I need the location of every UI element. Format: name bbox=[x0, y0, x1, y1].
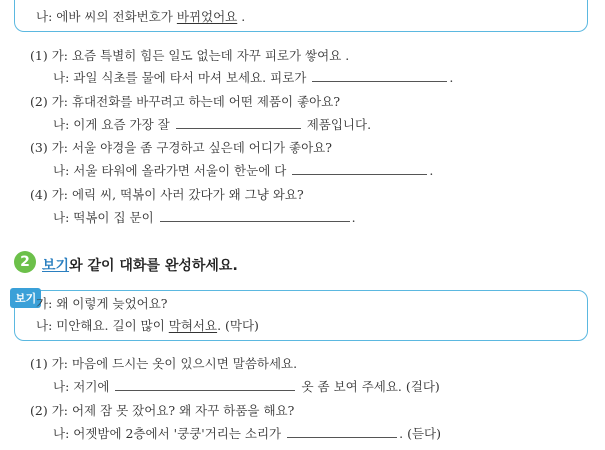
example-tag: 보기 bbox=[10, 288, 41, 308]
answer-blank[interactable] bbox=[287, 425, 397, 438]
ex2-q2-a: (2) 가: 어제 잠 못 잤어요? 왜 자꾸 하품을 해요? bbox=[30, 403, 295, 418]
ex1-q2-b: 나: 이게 요즘 가장 잘 제품입니다. bbox=[53, 117, 372, 132]
example-a: 가: 왜 이렇게 늦었어요? bbox=[36, 296, 168, 311]
answer-blank[interactable] bbox=[176, 116, 301, 129]
top-box-text: 나: 에바 씨의 전화번호가 bbox=[36, 9, 177, 24]
ex1-q4-b: 나: 떡볶이 집 문이 . bbox=[53, 210, 356, 225]
ex1-q3-a: (3) 가: 서울 야경을 좀 구경하고 싶은데 어디가 좋아요? bbox=[30, 140, 332, 155]
top-box-underlined: 바뀌었어요 bbox=[176, 9, 238, 24]
example-b: 나: 미안해요. 길이 많이 막혀서요. (막다) bbox=[36, 318, 259, 333]
section-title-text: 와 같이 대화를 완성하세요. bbox=[69, 258, 238, 274]
ex2-q1-b: 나: 저기에 옷 좀 보여 주세요. (걸다) bbox=[53, 379, 440, 394]
ex1-q4-a: (4) 가: 에릭 씨, 떡볶이 사러 갔다가 왜 그냥 와요? bbox=[30, 187, 304, 202]
ex2-q1-a: (1) 가: 마음에 드시는 옷이 있으시면 말씀하세요. bbox=[30, 356, 298, 371]
answer-blank[interactable] bbox=[292, 162, 427, 175]
answer-blank[interactable] bbox=[115, 378, 295, 391]
ex2-q2-b: 나: 어젯밤에 2층에서 '쿵쿵'거리는 소리가 . (듣다) bbox=[53, 426, 441, 441]
ex1-q1-a: (1) 가: 요즘 특별히 힘든 일도 없는데 자꾸 피로가 쌓여요 . bbox=[30, 48, 350, 63]
ex1-q3-b: 나: 서울 타워에 올라가면 서울이 한눈에 다 . bbox=[53, 163, 434, 178]
ex1-q2-a: (2) 가: 휴대전화를 바꾸려고 하는데 어떤 제품이 좋아요? bbox=[30, 94, 341, 109]
answer-blank[interactable] bbox=[312, 69, 447, 82]
section-keyword: 보기 bbox=[42, 258, 70, 274]
ex1-q1-b: 나: 과일 식초를 물에 타서 마셔 보세요. 피로가 . bbox=[53, 70, 454, 85]
example-underlined: 막혀서요 bbox=[168, 318, 218, 333]
section-title bbox=[42, 255, 238, 275]
top-box-line bbox=[36, 11, 245, 24]
section-number-badge: 2 bbox=[14, 251, 36, 273]
top-box-end: . bbox=[237, 9, 246, 24]
answer-blank[interactable] bbox=[160, 209, 350, 222]
